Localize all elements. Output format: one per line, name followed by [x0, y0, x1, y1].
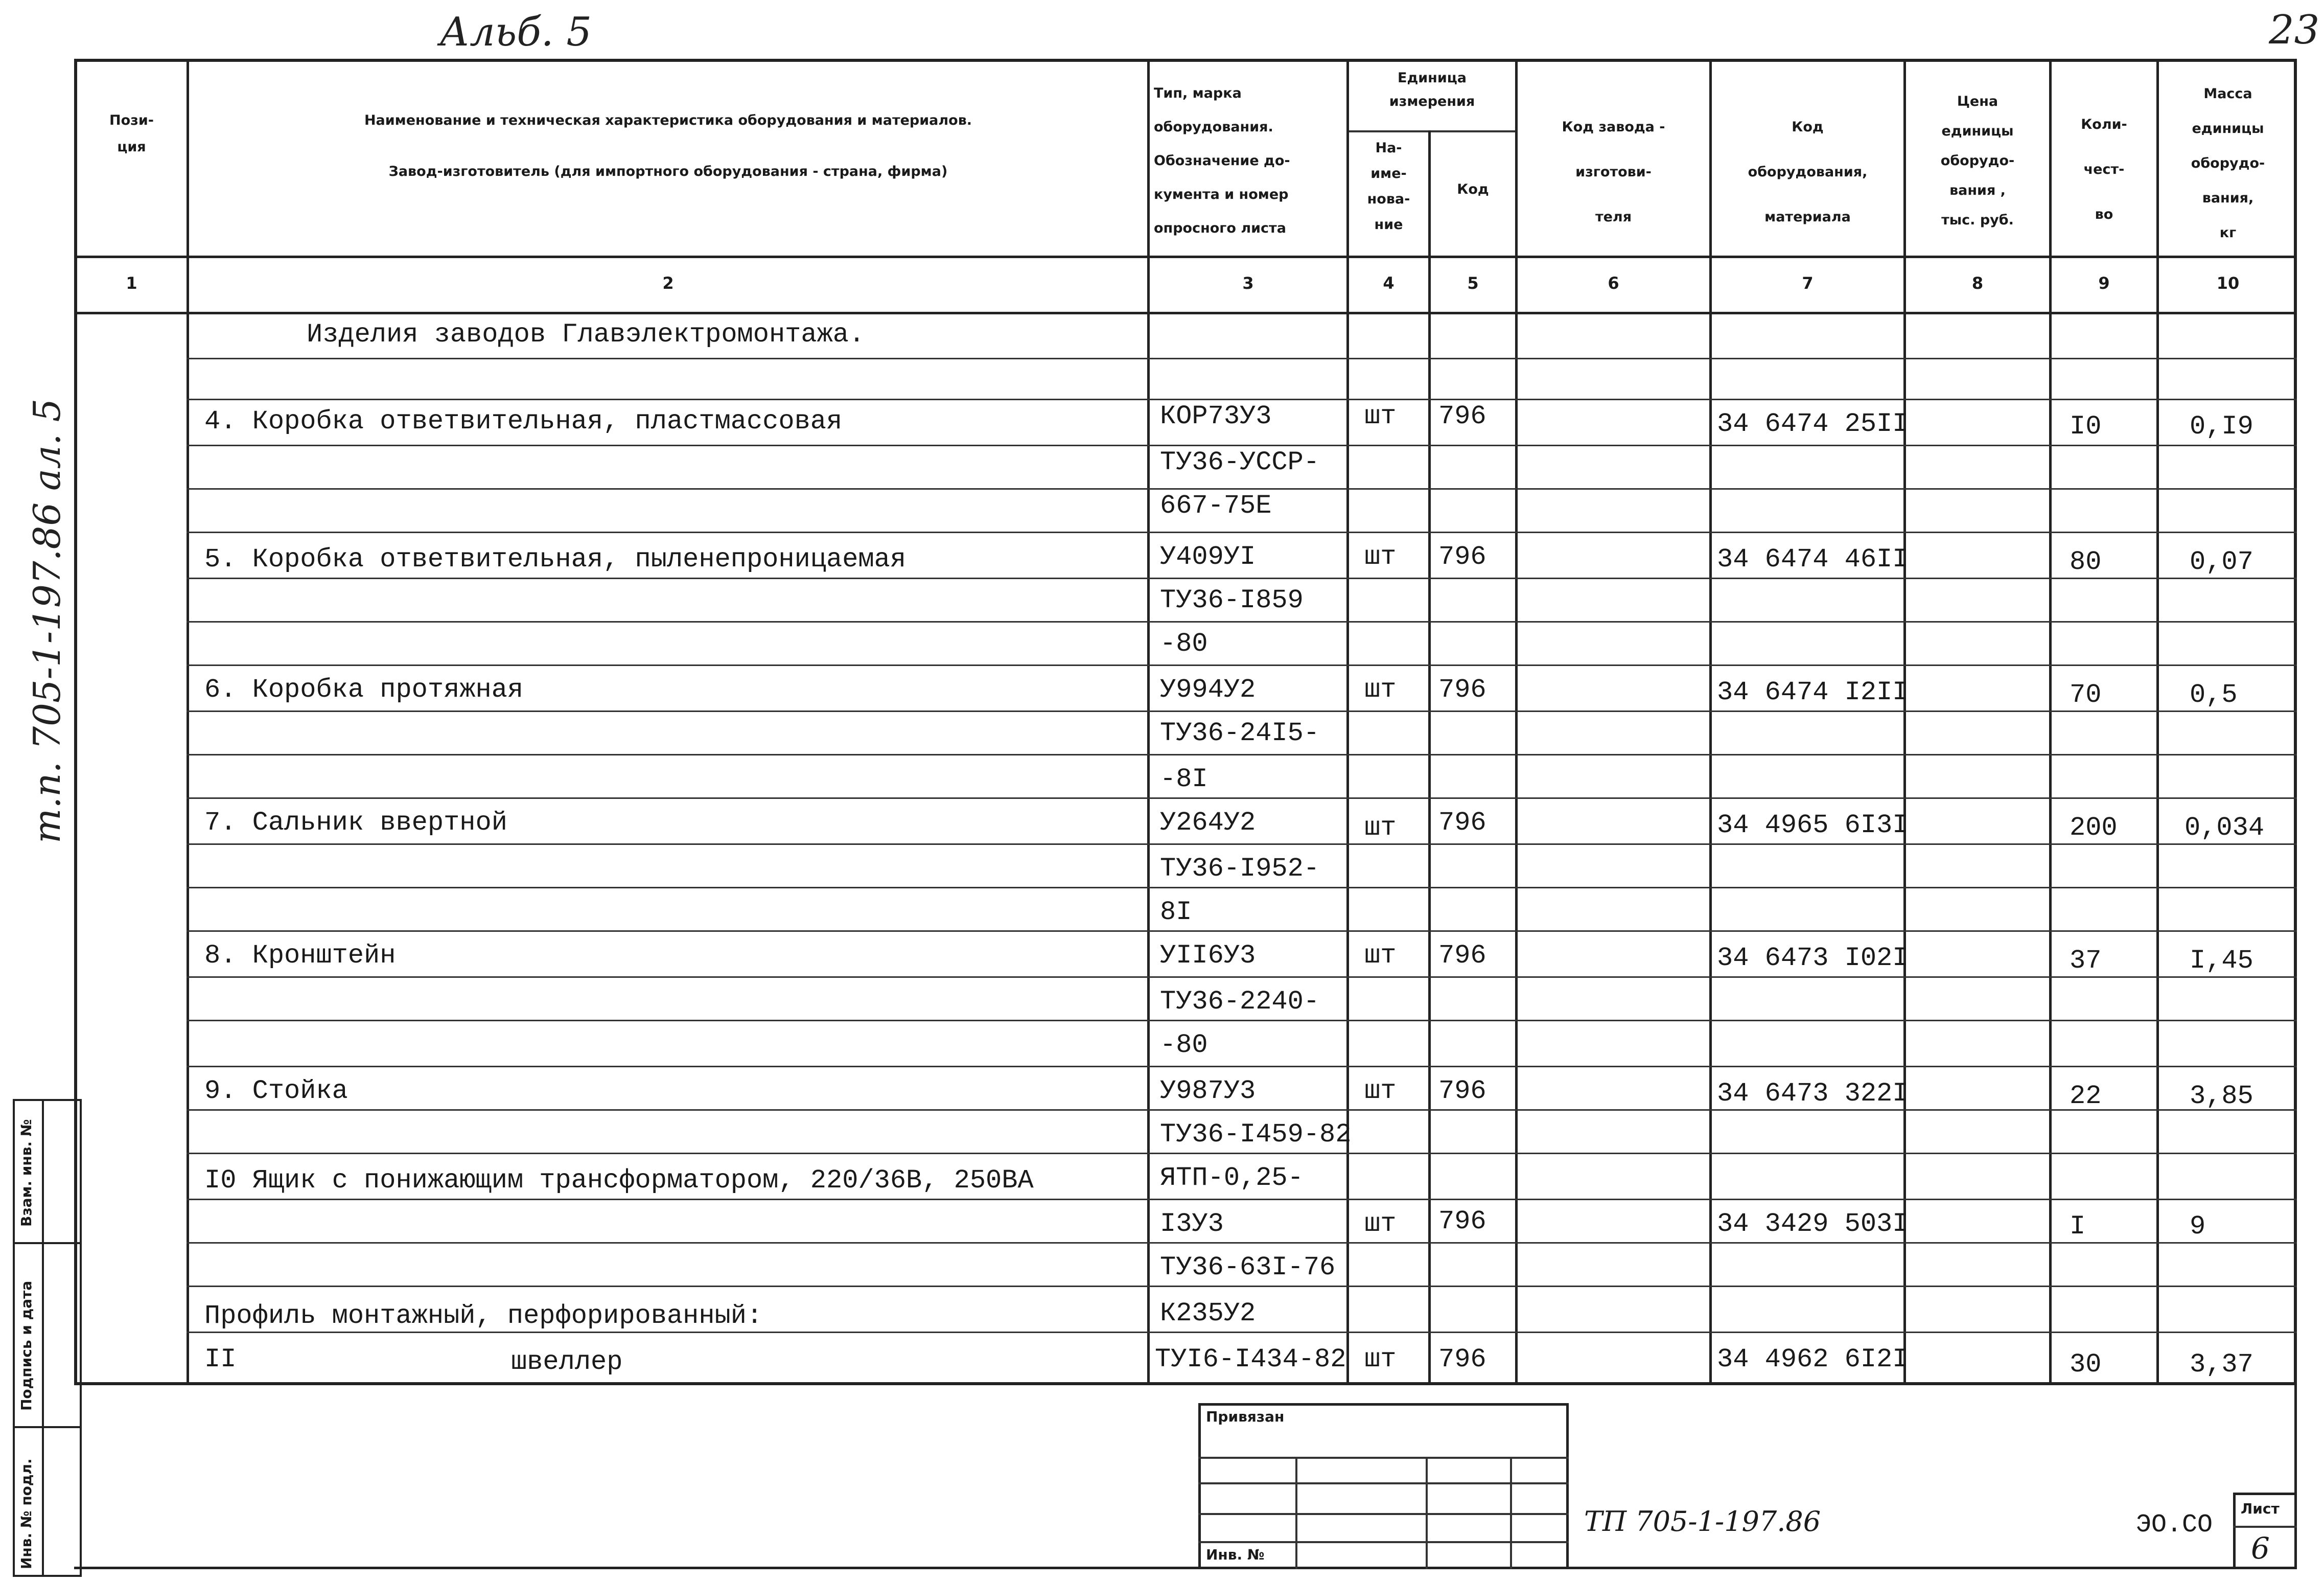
row-separator: [187, 843, 2297, 845]
sheet-box-line: [2233, 1526, 2297, 1528]
margin-note: т.п. 705-1-197.86 ал. 5: [26, 398, 68, 843]
bottom-frame-top: [74, 1383, 2297, 1385]
row-separator: [187, 445, 2297, 446]
row-8-type-2: ТУ36-2240-: [1160, 987, 1320, 1017]
colnum-bottom-line: [74, 312, 2297, 314]
tied-line-2: [1198, 1482, 1569, 1484]
row-7-code: 796: [1438, 808, 1486, 838]
row-9-type-2: ТУ36-I459-82: [1160, 1119, 1352, 1150]
row-separator: [187, 578, 2297, 579]
row-5-type-2: ТУ36-I859: [1160, 585, 1304, 615]
row-9-unit: шт: [1364, 1076, 1397, 1106]
row-4-mass: 0,I9: [2190, 411, 2253, 442]
row-11-code: 796: [1438, 1344, 1486, 1374]
row-separator: [187, 887, 2297, 888]
row-8-mat-code: 34 6473 I02I: [1717, 943, 1909, 973]
row-10-type-1: ЯТП-0,25-: [1160, 1163, 1304, 1193]
row-6-unit: шт: [1364, 675, 1397, 705]
colnum-5: 5: [1467, 273, 1479, 293]
side-inv-label: Инв. № подл.: [18, 1458, 35, 1569]
tied-stamp: [1198, 1403, 1569, 1569]
row-8-qty: 37: [2070, 946, 2102, 976]
header-col2-line2: Завод-изготовитель (для импортного оборудования - страна, фирма): [388, 164, 948, 179]
row-7-type-3: 8I: [1160, 897, 1192, 927]
col-divider-5: [1515, 59, 1518, 1385]
col-divider-7: [1903, 59, 1906, 1385]
row-7-mat-code: 34 4965 6I3I: [1717, 810, 1909, 840]
tied-line-3: [1198, 1513, 1569, 1515]
side-signature-label: Подпись и дата: [18, 1280, 35, 1411]
tied-line-4: [1198, 1541, 1569, 1543]
col-divider-9: [2156, 59, 2159, 1385]
colnum-10: 10: [2216, 273, 2240, 293]
row-separator: [187, 930, 2297, 932]
row-5-type-3: -80: [1160, 629, 1208, 659]
header-col6: Код завода - изготови- теля: [1562, 119, 1665, 225]
row-10-code: 796: [1438, 1206, 1486, 1236]
row-6-type-2: ТУ36-24I5-: [1160, 718, 1320, 748]
row-7-type-2: ТУ36-I952-: [1160, 854, 1320, 884]
row-4-type-2: ТУ36-УССР-: [1160, 447, 1320, 477]
row-8-type-3: -80: [1160, 1030, 1208, 1060]
row-9-name: 9. Стойка: [204, 1076, 348, 1106]
row-profile-name: Профиль монтажный, перфорированный:: [204, 1301, 763, 1331]
album-label: Альб. 5: [439, 9, 592, 55]
row-8-code: 796: [1438, 941, 1486, 971]
header-col8: Цена единицы оборудо- вания , тыс. руб.: [1940, 94, 2015, 228]
row-4-name: 4. Коробка ответвительная, пластмассовая: [204, 406, 843, 437]
header-col9: Коли- чест- во: [2081, 117, 2127, 222]
row-10-mat-code: 34 3429 503I: [1717, 1209, 1909, 1239]
row-separator: [187, 754, 2297, 755]
header-col2-line1: Наименование и техническая характеристика оборудования и материалов.: [364, 112, 972, 128]
row-11-qty: 30: [2070, 1349, 2102, 1380]
header-col7: Код оборудования, материала: [1748, 119, 1868, 225]
row-4-qty: I0: [2070, 411, 2102, 442]
col-divider-4: [1428, 130, 1431, 1385]
row-10-type-2: I3У3: [1160, 1209, 1224, 1239]
row-separator: [187, 1066, 2297, 1067]
colnum-9: 9: [2098, 273, 2110, 293]
row-4-type-1: КОР73У3: [1160, 401, 1272, 431]
row-separator: [187, 1332, 2297, 1333]
side-stamp-vline: [42, 1099, 44, 1577]
row-5-qty: 80: [2070, 547, 2102, 577]
side-substitute-label: Взам. инв. №: [18, 1119, 35, 1227]
row-8-unit: шт: [1364, 941, 1397, 971]
doc-code: ТП 705-1-197.86: [1584, 1505, 1821, 1538]
row-9-mass: 3,85: [2190, 1081, 2253, 1111]
row-separator: [187, 976, 2297, 978]
row-6-type-3: -8I: [1160, 764, 1208, 794]
row-8-mass: I,45: [2190, 946, 2253, 976]
row-9-qty: 22: [2070, 1081, 2102, 1111]
row-separator: [187, 1242, 2297, 1244]
row-8-name: 8. Кронштейн: [204, 941, 396, 971]
row-separator: [187, 488, 2297, 490]
row-6-name: 6. Коробка протяжная: [204, 675, 524, 705]
row-separator: [187, 797, 2297, 799]
row-7-type-1: У264У2: [1160, 808, 1256, 838]
header-col1: Пози- ция: [109, 112, 154, 155]
row-6-code: 796: [1438, 675, 1486, 705]
row-11-unit: шт: [1364, 1344, 1397, 1374]
colnum-7: 7: [1802, 273, 1814, 293]
row-separator: [187, 1109, 2297, 1111]
row-6-mat-code: 34 6474 I2II: [1717, 677, 1909, 707]
row-5-type-1: У409УI: [1160, 542, 1256, 572]
row-separator: [187, 710, 2297, 712]
row-4-mat-code: 34 6474 25II: [1717, 409, 1909, 439]
col-divider-8: [2049, 59, 2052, 1385]
sheet-corner-number: 23: [2269, 7, 2320, 53]
row-7-qty: 200: [2070, 813, 2118, 843]
col-divider-3: [1346, 59, 1349, 1385]
row-10-qty: I: [2070, 1211, 2086, 1242]
header-col4: На- име- нова- ние: [1367, 140, 1410, 233]
bottom-frame-bottom: [74, 1567, 2297, 1569]
row-11-name: II: [204, 1344, 237, 1374]
row-9-mat-code: 34 6473 322I: [1717, 1079, 1909, 1109]
row-9-code: 796: [1438, 1076, 1486, 1106]
row-separator: [187, 532, 2297, 533]
row-7-mass: 0,034: [2184, 813, 2265, 843]
row-separator: [187, 1286, 2297, 1287]
row-6-mass: 0,5: [2190, 680, 2238, 710]
row-11-type: ТУI6-I434-82: [1155, 1344, 1346, 1374]
header-col3: Тип, марка оборудования. Обозначение до- кумента и номер опросного листа: [1154, 85, 1290, 236]
row-11-name-extra: швеллер: [511, 1347, 623, 1377]
row-separator: [187, 1199, 2297, 1200]
row-separator: [187, 399, 2297, 400]
colnum-3: 3: [1242, 273, 1254, 293]
row-profile-type: К235У2: [1160, 1298, 1256, 1328]
row-5-name: 5. Коробка ответвительная, пыленепроницаемая: [204, 544, 907, 575]
row-separator: [187, 358, 2297, 359]
row-5-unit: шт: [1364, 542, 1397, 572]
colnum-2: 2: [662, 273, 674, 293]
row-7-name: 7. Сальник ввертной: [204, 808, 507, 838]
section-code: ЭО.СО: [2136, 1510, 2213, 1540]
header-bottom-line: [74, 256, 2297, 258]
row-7-unit: шт: [1364, 813, 1397, 843]
row-separator: [187, 664, 2297, 666]
row-10-unit: шт: [1364, 1209, 1397, 1239]
inv-label: Инв. №: [1206, 1546, 1265, 1563]
row-4-code: 796: [1438, 401, 1486, 431]
row-8-type-1: УII6У3: [1160, 941, 1256, 971]
row-6-qty: 70: [2070, 680, 2102, 710]
row-11-mat-code: 34 4962 6I2I: [1717, 1344, 1909, 1374]
row-9-type-1: У987У3: [1160, 1076, 1256, 1106]
col-divider-2: [1147, 59, 1150, 1385]
tied-line-1: [1198, 1457, 1569, 1459]
row-4-type-3: 667-75Е: [1160, 491, 1272, 521]
col-divider-6: [1709, 59, 1712, 1385]
header-col5: Код: [1457, 181, 1489, 197]
tied-vline-2: [1426, 1457, 1428, 1569]
header-col10: Масса единицы оборудо- вания, кг: [2191, 86, 2265, 241]
section-title: Изделия заводов Главэлектромонтажа.: [307, 319, 865, 350]
row-4-unit: шт: [1364, 401, 1397, 431]
row-5-mat-code: 34 6474 46II: [1717, 544, 1909, 575]
tied-vline-3: [1510, 1457, 1512, 1569]
sheet-label: Лист: [2241, 1500, 2280, 1517]
row-10-name: I0 Ящик с понижающим трансформатором, 220/36В, 250ВА: [204, 1165, 1034, 1196]
side-stamp-line-2: [13, 1426, 82, 1428]
colnum-4: 4: [1383, 273, 1395, 293]
tied-vline-1: [1295, 1457, 1297, 1569]
colnum-6: 6: [1608, 273, 1619, 293]
colnum-1: 1: [126, 273, 137, 293]
row-10-type-3: ТУ36-63I-76: [1160, 1252, 1336, 1282]
row-5-mass: 0,07: [2190, 547, 2253, 577]
row-separator: [187, 1020, 2297, 1021]
row-separator: [187, 621, 2297, 623]
row-separator: [187, 1153, 2297, 1154]
col-divider-1: [187, 59, 189, 1385]
tied-label: Привязан: [1206, 1408, 1285, 1425]
row-6-type-1: У994У2: [1160, 675, 1256, 705]
side-stamp-line-1: [13, 1242, 82, 1244]
sheet-number: 6: [2251, 1531, 2270, 1566]
row-11-mass: 3,37: [2190, 1349, 2253, 1380]
header-unit-group: Единица измерения: [1389, 70, 1475, 109]
row-10-mass: 9: [2190, 1211, 2206, 1242]
colnum-8: 8: [1971, 273, 1984, 293]
unit-subheader-line: [1346, 130, 1515, 132]
row-5-code: 796: [1438, 542, 1486, 572]
